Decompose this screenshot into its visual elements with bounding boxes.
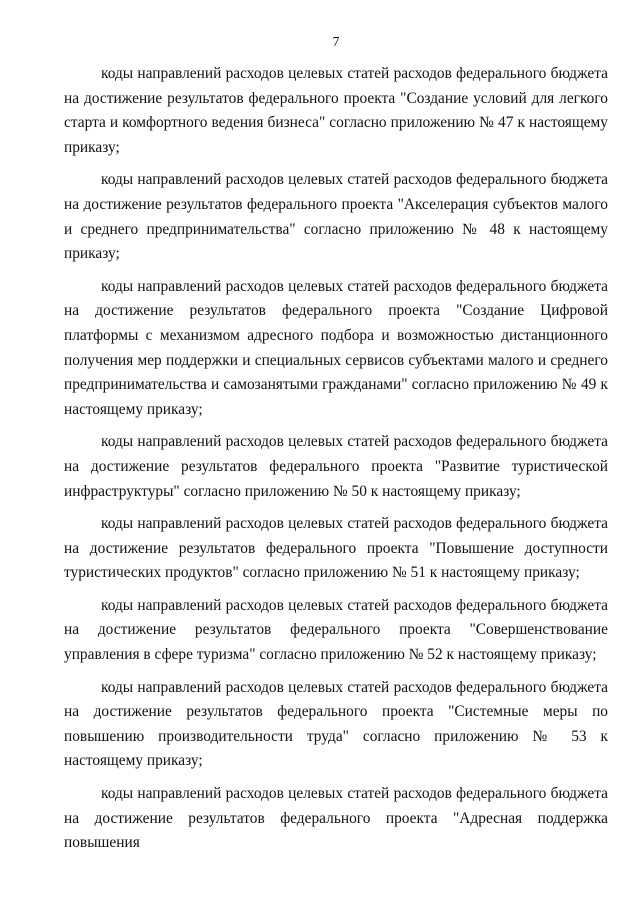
paragraph-appendix-53: коды направлений расходов целевых статей расходов федерального бюджета на достижение результатов федерального проекта "Системные меры по повышению производительности труда" согласно приложению № 53 к настоящему приказу; [64,678,608,770]
paragraph-appendix-51: коды направлений расходов целевых статей расходов федерального бюджета на достижение результатов федерального проекта "Повышение доступности туристических продуктов" согласно приложению № 51 к настоящему приказу; [64,515,608,582]
paragraph-appendix-47: коды направлений расходов целевых статей расходов федерального бюджета на достижение результатов федерального проекта "Создание условий для легкого старта и комфортного ведения бизнеса" согласно приложению № 47 к настоящему приказу; [64,65,608,156]
paragraph-appendix-49: коды направлений расходов целевых статей расходов федерального бюджета на достижение результатов федерального проекта "Создание Цифровой платформы с механизмом адресного подбора и возможностью дистанционного получения мер поддержки и специальных сервисов субъектами малого и среднего предпринимательства и самозанятыми гражданами" согласно приложению № 49 к настоящему приказу; [64,277,608,418]
paragraph-appendix-50: коды направлений расходов целевых статей расходов федерального бюджета на достижение результатов федерального проекта "Развитие туристической инфраструктуры" согласно приложению № 50 к настоящему приказу; [64,433,608,500]
paragraph-appendix-52: коды направлений расходов целевых статей расходов федерального бюджета на достижение результатов федерального проекта "Совершенствование управления в сфере туризма" согласно приложению № 52 к настоящему приказу; [64,596,608,664]
paragraph-appendix-48: коды направлений расходов целевых статей расходов федерального бюджета на достижение результатов федерального проекта "Акселерация субъектов малого и среднего предпринимательства" согласно приложению № 48 к настоящему приказу; [64,171,608,263]
paragraph-continued: коды направлений расходов целевых статей расходов федерального бюджета на достижение результатов федерального проекта "Адресная поддержка повышения [64,785,608,852]
page-number: 7 [332,35,340,50]
